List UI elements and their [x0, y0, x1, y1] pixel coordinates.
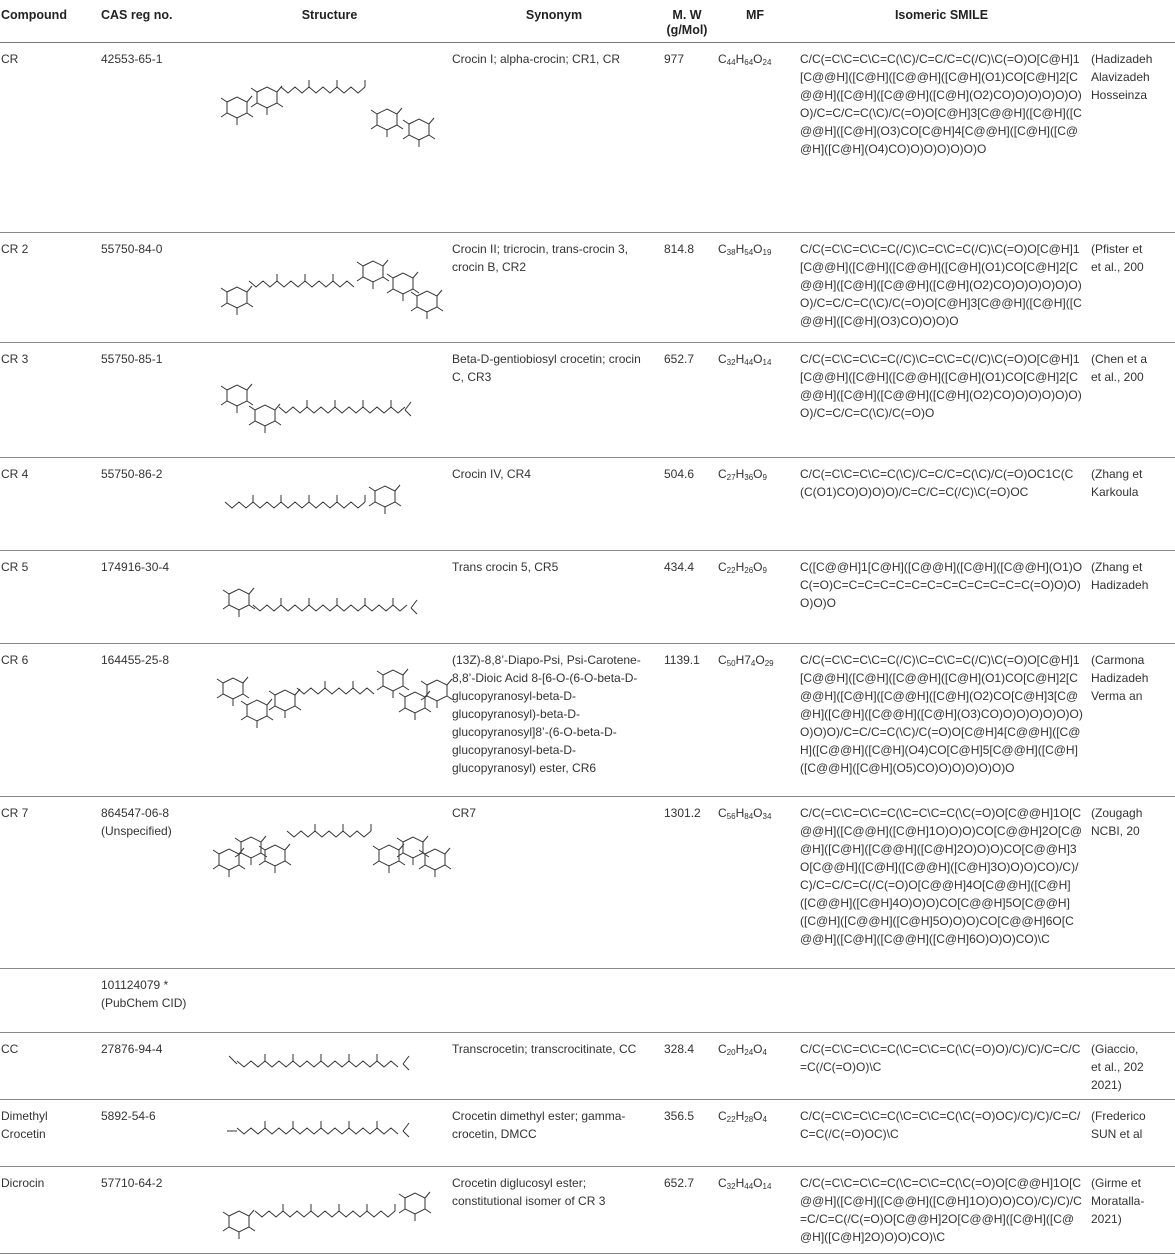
- formula-element: O: [753, 1109, 763, 1123]
- formula-count: 32: [726, 1182, 736, 1191]
- synonym-cell: Crocin II; tricrocin, trans-crocin 3, crocin B, CR2: [448, 233, 660, 343]
- formula-cell: [714, 233, 796, 343]
- structure-cell: [211, 1167, 448, 1254]
- formula-count: 19: [762, 248, 772, 257]
- polyene-chain-icon: [237, 1054, 409, 1070]
- formula-element: C: [718, 352, 727, 366]
- glucose-ring-icon: [399, 1192, 431, 1221]
- cas-cell: 864547-06-8 (Unspecified): [91, 797, 211, 969]
- formula-element: C: [718, 806, 727, 820]
- formula-element: C: [718, 52, 727, 66]
- formula-count: 4: [762, 1048, 767, 1057]
- formula-element: O: [753, 242, 763, 256]
- smile-cell: C/C(=C\C=C\C=C(\C=C\C=C(\C(=O)O[C@@H]1O[C@@H]([C@@H]([C@H]1O)O)O)CO[C@@H]2O[C@@H]([C@H]([C@@H]([C@H]2O)O)O)CO[C@@H]3O[C@@H]([C@H]([C@@H]([C@H]3O)O)O)CO)/C)/C)/C=C/C=C(/C(=O)O[C@@H]4O[C@@H]([C@H]([C@@H]([C@H]4O)O)O)CO[C@@H]5O[C@@H]([C@H]([C@@H]([C@H]5O)O)O)CO[C@@H]6O[C@@H]([C@H]([C@@H]([C@H]6O)O)O)CO)\C: [796, 797, 1087, 969]
- table-row: [0, 797, 1175, 969]
- smile-cell: C/C(=C\C=C\C=C(\C=C\C=C(\C(=O)O)/C)/C)/C=C/C=C(/C(=O)O)\C: [796, 1033, 1087, 1100]
- reference-line: et al., 202: [1091, 1060, 1144, 1074]
- structure-cell: [211, 343, 448, 458]
- synonym-cell: (13Z)-8,8’-Diapo-Psi, Psi-Carotene-8,8’-Dioic Acid 8-[6-O-(6-O-beta-D-glucopyranosyl-beta-D-glucopyranosyl)-beta-D-glucopyranosyl]8’-(6-O-beta-D-glucopyranosyl-beta-D-glucopyranosyl) ester, CR6: [448, 644, 660, 797]
- reference-cell: [1087, 1100, 1175, 1167]
- header-isomeric-smile: Isomeric SMILE: [796, 0, 1087, 43]
- formula-count: 4: [762, 1115, 767, 1124]
- reference-line: 2021): [1091, 1078, 1122, 1092]
- formula-count: 54: [744, 248, 754, 257]
- compound-cell: CR: [0, 43, 91, 233]
- formula-count: 26: [744, 566, 754, 575]
- formula-count: 44: [744, 358, 754, 367]
- formula-cell: [714, 551, 796, 644]
- formula-count: 4: [750, 659, 756, 668]
- formula-element: H: [735, 467, 745, 481]
- smile-cell: C/C(=C\C=C\C=C(\C)/C=C/C=C(\C)/C(=O)OC1C(C(C(O1)CO)O)O)O)/C=C/C=C(/C)\C(=O)OC: [796, 458, 1087, 551]
- mw-cell: 504.6: [660, 458, 714, 551]
- formula-element: H: [735, 242, 745, 256]
- polyene-chain-icon: [287, 824, 371, 837]
- formula-count: 29: [764, 659, 774, 668]
- reference-line: Hadizadeh: [1091, 578, 1149, 592]
- compound-cell: CR 2: [0, 233, 91, 343]
- synonym-cell: Beta-D-gentiobiosyl crocetin; crocin C, CR3: [448, 343, 660, 458]
- formula-element: H: [735, 352, 745, 366]
- header-mf: MF: [714, 0, 796, 43]
- reference-line: Alavizadeh: [1091, 70, 1150, 84]
- formula-count: 38: [726, 248, 736, 257]
- formula-element: H: [735, 560, 745, 574]
- smile-cell: C/C(=C\C=C\C=C(\C)/C=C/C=C(/C)\C(=O)O[C@H]1[C@@H]([C@H]([C@@H]([C@H](O1)CO[C@H]2[C@@H]([C@H]([C@@H]([C@H](O2)CO)O)O)O)O)O)O)/C=C/C=C(\C)/C(=O)O[C@H]3[C@@H]([C@H]([C@@H]([C@H](O3)CO[C@H]4[C@@H]([C@H]([C@@H]([C@H](O4)CO)O)O)O)O)O)O: [796, 43, 1087, 233]
- reference-line: (Frederico: [1091, 1109, 1146, 1123]
- cas-cell: 5892-54-6: [91, 1100, 211, 1167]
- mw-cell: 652.7: [660, 343, 714, 458]
- table-row: [0, 343, 1175, 458]
- table-row: [0, 644, 1175, 797]
- formula-count: 56: [726, 812, 736, 821]
- polyene-chain-icon: [237, 1121, 409, 1137]
- glucose-ring-icon: [221, 96, 253, 125]
- glucose-ring-icon: [213, 848, 245, 877]
- mw-cell: 814.8: [660, 233, 714, 343]
- polyene-chain-icon: [253, 598, 417, 614]
- glucose-ring-icon: [223, 1210, 255, 1239]
- reference-line: Hosseinza: [1091, 88, 1148, 102]
- smile-cell: C([C@@H]1[C@H]([C@@H]([C@H]([C@@H](O1)OC(=O)C=C=C=C=C=C=C=C=C=C=C=C=C(=O)O)O)O)O)O: [796, 551, 1087, 644]
- structure-cell: [211, 233, 448, 343]
- crocin-vii-structure-icon: [215, 804, 444, 962]
- formula-count: 24: [744, 1048, 754, 1057]
- crocetin-structure-icon: [215, 1040, 444, 1093]
- synonym-cell: Trans crocin 5, CR5: [448, 551, 660, 644]
- compound-cell: CR 7: [0, 797, 91, 969]
- formula-count: 28: [744, 1115, 754, 1124]
- reference-line: SUN et al: [1091, 1127, 1143, 1141]
- formula-count: 36: [744, 473, 754, 482]
- formula-cell: [714, 343, 796, 458]
- synonym-cell: Crocetin diglucosyl ester; constitutional isomer of CR 3: [448, 1167, 660, 1254]
- reference-line: et al., 200: [1091, 260, 1144, 274]
- crocin-iv-structure-icon: [215, 465, 444, 544]
- header-compound: Compound: [0, 0, 91, 43]
- glucose-ring-icon: [387, 272, 419, 301]
- formula-cell: [714, 458, 796, 551]
- compound-cell: Dicrocin: [0, 1167, 91, 1254]
- reference-cell: [1087, 969, 1175, 1033]
- header-mw: M. W (g/Mol): [660, 0, 714, 43]
- reference-cell: [1087, 644, 1175, 797]
- reference-line: Karkoula: [1091, 485, 1139, 499]
- formula-element: O: [753, 467, 763, 481]
- cas-cell: 174916-30-4: [91, 551, 211, 644]
- formula-element: O: [753, 806, 763, 820]
- compound-cell: CC: [0, 1033, 91, 1100]
- table-row: [0, 551, 1175, 644]
- formula-element: H: [735, 52, 745, 66]
- formula-element: H7: [735, 653, 751, 667]
- formula-count: 27: [726, 473, 736, 482]
- formula-count: 34: [762, 812, 772, 821]
- compound-cell: CR 5: [0, 551, 91, 644]
- polyene-chain-icon: [281, 80, 365, 93]
- formula-count: 9: [762, 473, 767, 482]
- compound-cell: CR 3: [0, 343, 91, 458]
- mw-cell: 1139.1: [660, 644, 714, 797]
- compound-cell: Dimethyl Crocetin: [0, 1100, 91, 1167]
- formula-element: H: [735, 806, 745, 820]
- synonym-cell: Crocetin dimethyl ester; gamma-crocetin, DMCC: [448, 1100, 660, 1167]
- cas-cell: 42553-65-1: [91, 43, 211, 233]
- formula-count: 14: [762, 358, 772, 367]
- reference-line: (Zhang et: [1091, 467, 1143, 481]
- formula-element: C: [718, 467, 727, 481]
- cas-cell: 101124079 *(PubChem CID): [91, 969, 211, 1033]
- glucose-ring-icon: [419, 848, 451, 877]
- formula-element: C: [718, 242, 727, 256]
- reference-cell: [1087, 343, 1175, 458]
- polyene-chain-icon: [297, 681, 374, 694]
- structure-cell: [211, 1033, 448, 1100]
- cas-cell: 55750-84-0: [91, 233, 211, 343]
- crocin-i-structure-icon: [215, 50, 444, 226]
- reference-cell: [1087, 1033, 1175, 1100]
- reference-line: (Pfister et: [1091, 242, 1143, 256]
- glucose-ring-icon: [377, 669, 409, 698]
- formula-count: 20: [726, 1048, 736, 1057]
- glucose-ring-icon: [251, 86, 283, 115]
- formula-cell: [714, 797, 796, 969]
- reference-line: et al., 200: [1091, 370, 1144, 384]
- formula-cell: [714, 1167, 796, 1254]
- structure-cell: [211, 1100, 448, 1167]
- polyene-chain-icon: [225, 495, 365, 508]
- cas-cell: 55750-86-2: [91, 458, 211, 551]
- formula-count: 9: [762, 566, 767, 575]
- reference-line: (Giaccio,: [1091, 1042, 1139, 1056]
- polyene-chain-icon: [255, 1204, 395, 1217]
- glucose-ring-icon: [235, 836, 267, 865]
- mw-cell: 434.4: [660, 551, 714, 644]
- dicrocin-structure-icon: [215, 1174, 444, 1247]
- formula-element: O: [753, 52, 763, 66]
- glucose-ring-icon: [357, 260, 389, 289]
- formula-count: 50: [726, 659, 736, 668]
- glucose-ring-icon: [249, 404, 281, 433]
- glucose-ring-icon: [241, 699, 273, 728]
- structure-cell: [211, 43, 448, 233]
- crocin-ii-structure-icon: [215, 240, 444, 336]
- reference-line: (Chen et a: [1091, 352, 1148, 366]
- glucose-ring-icon: [369, 485, 401, 514]
- formula-element: C: [718, 653, 727, 667]
- formula-count: 22: [726, 1115, 736, 1124]
- header-row: [0, 0, 1175, 43]
- formula-count: 14: [762, 1182, 772, 1191]
- structure-cell: [211, 551, 448, 644]
- glucose-ring-icon: [403, 118, 435, 147]
- formula-element: O: [753, 1176, 763, 1190]
- formula-count: 24: [762, 58, 772, 67]
- mw-cell: 977: [660, 43, 714, 233]
- crocin-iii-structure-icon: [215, 350, 444, 451]
- glucose-ring-icon: [221, 384, 253, 413]
- formula-cell: [714, 43, 796, 233]
- glucose-ring-icon: [221, 286, 253, 315]
- glucose-ring-icon: [269, 689, 301, 718]
- reference-cell: [1087, 797, 1175, 969]
- formula-element: H: [735, 1109, 745, 1123]
- formula-cell: [714, 969, 796, 1033]
- table-row: [0, 969, 1175, 1033]
- reference-cell: [1087, 551, 1175, 644]
- structure-cell: [211, 458, 448, 551]
- smile-cell: [796, 969, 1087, 1033]
- smile-cell: C/C(=C\C=C\C=C(\C=C\C=C(\C(=O)O[C@@H]1O[C@@H]([C@H]([C@@H]([C@H]1O)O)O)CO)/C)/C)/C=C/C=C(/C(=O)O[C@@H]2O[C@@H]([C@H]([C@@H]([C@H]2O)O)O)CO)\C: [796, 1167, 1087, 1254]
- formula-count: 22: [726, 566, 736, 575]
- crocin-v-structure-icon: [215, 558, 444, 637]
- smile-cell: C/C(=C\C=C\C=C(/C)\C=C\C=C(/C)\C(=O)O[C@H]1[C@@H]([C@H]([C@@H]([C@H](O1)CO[C@H]2[C@@H]([C@H]([C@@H]([C@H](O2)CO)O)O)O)O)O)O)/C=C/C=C(\C)/C(=O)O[C@H]3[C@@H]([C@H]([C@@H]([C@H](O3)CO)O)O)O: [796, 233, 1087, 343]
- header-synonym: Synonym: [448, 0, 660, 43]
- reference-line: (Hadizadeh: [1091, 52, 1153, 66]
- header-reference: [1087, 0, 1175, 43]
- formula-element: H: [735, 1042, 745, 1056]
- formula-cell: [714, 644, 796, 797]
- mw-cell: 356.5: [660, 1100, 714, 1167]
- reference-cell: [1087, 43, 1175, 233]
- reference-line: Hadizadeh: [1091, 671, 1149, 685]
- structure-cell: [211, 797, 448, 969]
- formula-element: C: [718, 1042, 727, 1056]
- formula-cell: [714, 1100, 796, 1167]
- formula-count: 44: [726, 58, 736, 67]
- structure-cell: [211, 969, 448, 1033]
- synonym-cell: [448, 969, 660, 1033]
- formula-count: 64: [744, 58, 754, 67]
- glucose-ring-icon: [411, 290, 443, 319]
- synonym-cell: Transcrocetin; transcrocitinate, CC: [448, 1033, 660, 1100]
- table-row: [0, 1100, 1175, 1167]
- glucose-ring-icon: [399, 691, 431, 720]
- smile-cell: C/C(=C\C=C\C=C(/C)\C=C\C=C(/C)\C(=O)O[C@H]1[C@@H]([C@H]([C@@H]([C@H](O1)CO[C@H]2[C@@H]([C@H]([C@@H]([C@H](O2)CO[C@H]3[C@@H]([C@H]([C@@H]([C@H](O3)CO)O)O)O)O)O)O)O)O)O)/C=C/C=C(\C)/C(=O)O[C@H]4[C@@H]([C@H]([C@@H]([C@H](O4)CO[C@H]5[C@@H]([C@H]([C@@H]([C@H](O5)CO)O)O)O)O)O)O: [796, 644, 1087, 797]
- glucose-ring-icon: [373, 844, 405, 873]
- formula-count: 44: [744, 1182, 754, 1191]
- compound-cell: CR 6: [0, 644, 91, 797]
- mw-cell: 1301.2: [660, 797, 714, 969]
- glucose-ring-icon: [223, 588, 255, 617]
- dimethyl-crocetin-structure-icon: [215, 1107, 444, 1160]
- reference-line: Verma an: [1091, 689, 1143, 703]
- synonym-cell: Crocin I; alpha-crocin; CR1, CR: [448, 43, 660, 233]
- smile-cell: C/C(=C\C=C\C=C(/C)\C=C\C=C(/C)\C(=O)O[C@H]1[C@@H]([C@H]([C@@H]([C@H](O1)CO[C@H]2[C@@H]([C@H]([C@@H]([C@H](O2)CO)O)O)O)O)O)O)/C=C/C=C(\C)/C(=O)O: [796, 343, 1087, 458]
- cas-cell: 164455-25-8: [91, 644, 211, 797]
- formula-element: O: [753, 352, 763, 366]
- formula-element: O: [755, 653, 765, 667]
- formula-cell: [714, 1033, 796, 1100]
- header-cas: CAS reg no.: [91, 0, 211, 43]
- table-row: [0, 1167, 1175, 1254]
- reference-cell: [1087, 1167, 1175, 1254]
- header-structure: Structure: [211, 0, 448, 43]
- reference-cell: [1087, 458, 1175, 551]
- formula-count: 84: [744, 812, 754, 821]
- formula-element: C: [718, 560, 727, 574]
- reference-line: 2021): [1091, 1212, 1122, 1226]
- reference-line: (Girme et: [1091, 1176, 1142, 1190]
- reference-line: Moratalla-: [1091, 1194, 1145, 1208]
- compound-cell: [0, 969, 91, 1033]
- smile-cell: C/C(=C\C=C\C=C(\C=C\C=C(\C(=O)OC)/C)/C)/C=C/C=C(/C(=O)OC)\C: [796, 1100, 1087, 1167]
- reference-line: (Carmona: [1091, 653, 1145, 667]
- formula-element: O: [753, 1042, 763, 1056]
- mw-cell: [660, 969, 714, 1033]
- crocin-vi-structure-icon: [215, 651, 444, 790]
- table-row: [0, 458, 1175, 551]
- formula-count: 32: [726, 358, 736, 367]
- mw-cell: 652.7: [660, 1167, 714, 1254]
- cas-cell: 55750-85-1: [91, 343, 211, 458]
- glucose-ring-icon: [371, 108, 403, 137]
- formula-element: H: [735, 1176, 745, 1190]
- polyene-chain-icon: [249, 274, 354, 287]
- table-row: [0, 233, 1175, 343]
- glucose-ring-icon: [397, 836, 429, 865]
- structure-cell: [211, 644, 448, 797]
- table-row: [0, 1033, 1175, 1100]
- synonym-cell: Crocin IV, CR4: [448, 458, 660, 551]
- formula-element: C: [718, 1176, 727, 1190]
- reference-cell: [1087, 233, 1175, 343]
- cas-cell: 27876-94-4: [91, 1033, 211, 1100]
- synonym-cell: CR7: [448, 797, 660, 969]
- polyene-chain-icon: [279, 400, 411, 416]
- formula-element: O: [753, 560, 763, 574]
- reference-line: (Zougagh: [1091, 806, 1143, 820]
- reference-line: (Zhang et: [1091, 560, 1143, 574]
- formula-element: C: [718, 1109, 727, 1123]
- glucose-ring-icon: [259, 844, 291, 873]
- mw-cell: 328.4: [660, 1033, 714, 1100]
- glucose-ring-icon: [217, 677, 249, 706]
- reference-line: NCBI, 20: [1091, 824, 1140, 838]
- cas-cell: 57710-64-2: [91, 1167, 211, 1254]
- table-row: [0, 43, 1175, 233]
- compound-cell: CR 4: [0, 458, 91, 551]
